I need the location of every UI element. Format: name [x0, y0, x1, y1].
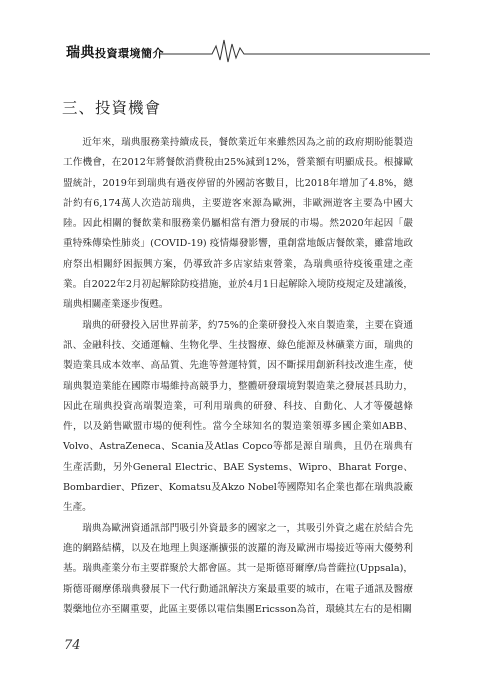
body-text	[63, 133, 413, 620]
header-title	[66, 42, 164, 62]
section-title: 三、投資機會	[62, 99, 162, 117]
paragraph-manufacturing: 瑞典的研發投入居世界前茅，約75%的企業研發投入來自製造業，主要在資通訊、金融科技、交通運輸、生物化學、生技醫療、綠色能源及林礦業方面，瑞典的製造業具成本效率、高品質、先進等營運特質，因不斷採用創新科技改進生產，使瑞典製造業能在國際市場維持高競爭力，整體研發環境對製造業之發展甚具助力，因此在瑞典投資高端製造業，可利用瑞典的研發、科技、自動化、人才等優越條件，以及銷售歐盟市場的便利性。當今全球知名的製造業領導多國企業如ABB、Volvo、AstraZeneca、Scania及Atlas Copco等都是源自瑞典，且仍在瑞典有生產活動，另外General Electric、BAE Systems、Wipro、Bharat Forge、Bombardier、Pfizer、Komatsu及Akzo Nobel等國際知名企業也都在瑞典設廠生產。	[63, 319, 413, 514]
header-title-rest: 投資環境簡介	[95, 47, 164, 60]
header-title-prefix: 瑞典	[66, 45, 95, 61]
paragraph-tourism: 近年來，瑞典服務業持續成長，餐飲業近年來雖然因為之前的政府期盼能製造工作機會，在2012年將餐飲消費稅由25%減到12%，營業額有明顯成長。根據歐盟統計，2019年到瑞典有過夜停留的外國訪客數目，比2018年增加了4.8%，總計約有6,174萬人次造訪瑞典，主要遊客來源為歐洲，非歐洲遊客主要為中國大陸。因此相關的餐飲業和服務業仍屬相當有潛力發展的市場。然2020年起因「嚴重特殊傳染性肺炎」(COVID-19) 疫情爆發影響，重創當地飯店餐飲業，雖當地政府祭出相關紓困振興方案，仍導致許多店家結束營業，為瑞典亟待疫後重建之產業。自2022年2月初起解除防疫措施，並於4月1日起解除入境防疫規定及建議後，瑞典相關產業逐步復甦。	[63, 137, 413, 311]
running-header	[60, 34, 430, 64]
page-number: 74	[64, 638, 81, 653]
paragraph-ict: 瑞典為歐洲資通訊部門吸引外資最多的國家之一，其吸引外資之處在於結合先進的網路結構，以及在地理上與逐漸擴張的波羅的海及歐洲市場接近等兩大優勢利基。瑞典產業分布主要群聚於大都會區。其一是斯德哥爾摩/烏普薩拉(Uppsala)，斯德哥爾摩係瑞典發展下一代行動通訊解決方案最重要的城市，在電子通訊及醫療製藥地位亦至關重要，此區主要係以電信集團Ericsson為首，環繞其左右的是相關	[63, 522, 413, 615]
